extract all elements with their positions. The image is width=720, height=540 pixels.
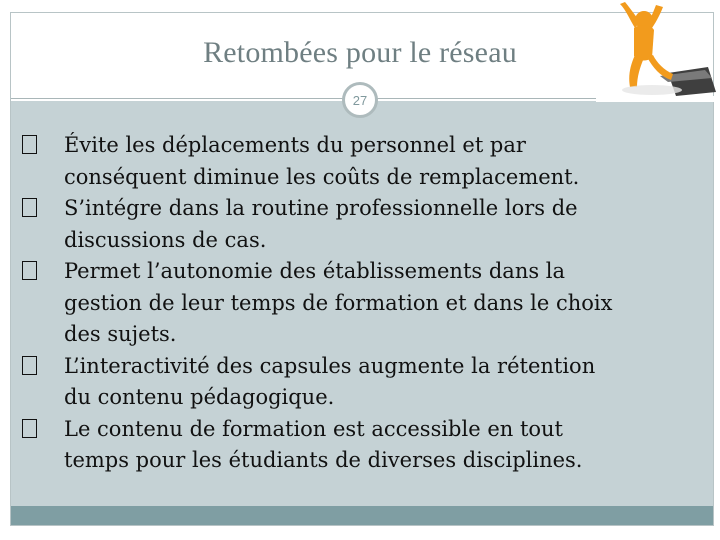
bullet-item-4 <box>22 351 702 414</box>
left-leg-icon <box>629 55 644 87</box>
bullet-item-1 <box>22 130 702 193</box>
bullet-4-line-2: du contenu pédagogique. <box>64 385 335 409</box>
bullet-3-line-2: gestion de leur temps de formation et dans le choix <box>64 290 613 315</box>
bullet-item-5 <box>22 414 702 477</box>
bullet-2-line-2: discussions de cas. <box>64 227 267 252</box>
square-bullet-icon <box>22 261 37 280</box>
square-bullet-icon <box>22 135 37 154</box>
square-bullet-icon <box>22 356 37 375</box>
square-bullet-icon <box>22 198 37 217</box>
bullet-2-line-1: S’intégre dans la routine professionnelle lors de <box>64 196 578 220</box>
celebrating-person-with-laptop-icon <box>610 0 720 100</box>
bullet-3-line-1: Permet l’autonomie des établissements dans la <box>64 259 566 283</box>
bullet-5-line-2: temps pour les étudiants de diverses disciplines. <box>64 448 583 472</box>
shadow-icon <box>622 85 682 95</box>
footer-bar <box>11 506 713 525</box>
bullet-list <box>22 130 702 477</box>
bullet-item-3 <box>22 256 702 351</box>
slide-title: Retombées pour le réseau <box>203 36 517 69</box>
torso-icon <box>634 25 654 60</box>
bullet-5-line-1: Le contenu de formation est accessible en tout <box>64 416 563 441</box>
bullet-3-line-3: des sujets. <box>64 322 177 346</box>
page-number-badge <box>342 82 378 118</box>
bullet-1-line-1: Évite les déplacements du personnel et par <box>64 133 526 157</box>
right-leg-icon <box>647 55 673 80</box>
bullet-1-line-2: conséquent diminue les coûts de remplacement. <box>64 164 580 189</box>
bullet-4-line-1: L’interactivité des capsules augmente la rétention <box>64 353 596 378</box>
page-number: 27 <box>352 92 368 108</box>
square-bullet-icon <box>22 419 37 438</box>
bullet-item-2 <box>22 193 702 256</box>
